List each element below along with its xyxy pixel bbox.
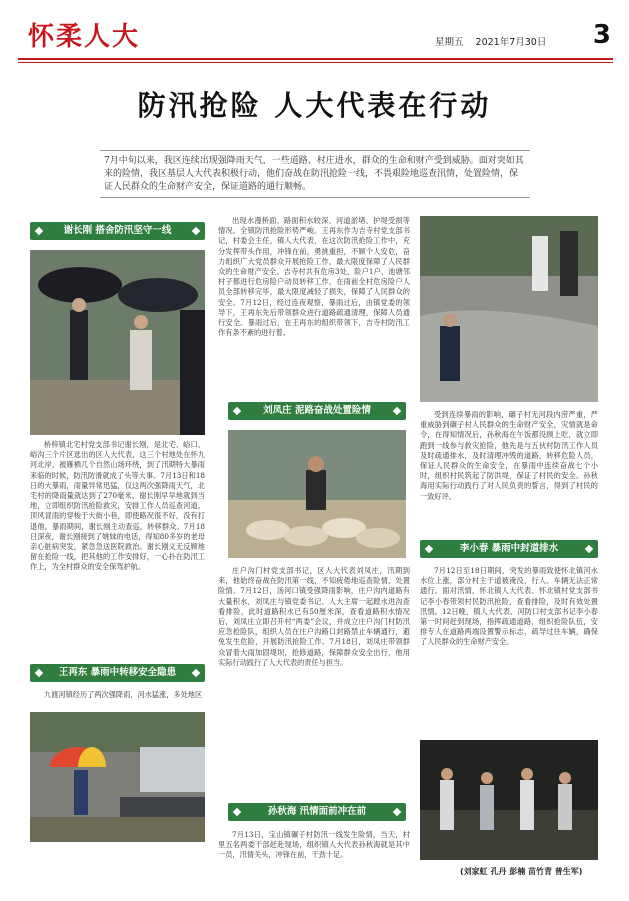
- article-xie-body: [30, 440, 205, 650]
- article-wang-text: 出现水漫桥面、路面积水较深、河道淤堵、护堤受损等情况。全镇防汛抢险形势严峻。王再东作为吉寺村党支部书记，村委会主任，镇人大代表，在这次防汛抢险工作中，充分发挥带头作用，冲锋在前，勇挑重担，不顾个人安危，奋力组织广大党员群众开展抢险工作，最大限度保障了人民群众的生命财产安全。吉寺村共有危房3处、险户1户、池塘邻村子都进行危房险户动员转移工作，在雨前全村危房险户人员全部转移完毕，最大限度减轻了损失，保障了人民群众的安全。7月12日，经过连夜观察，暴雨过后，由镇党委的领导下，王再东先后带领群众进行道路疏通清理，保障人员通行安全。暴雨过后，在王再东的组织带领下，吉寺村防汛工作有条不紊的进行着。: [218, 216, 410, 338]
- article-li-text: 7月12日至18日期间，突发的暴雨致使怀北镇河水水位上涨，部分村主干道被淹没，行人、车辆无法正常通行。面对汛情，怀北镇人大代表、怀北镇村党支部书记李小春带领村民防汛抢险，查看排险，及时有效处置汛情。12日晚，镇人大代表、河防口村支部书记李小春第一时间赶到现场，指挥疏通道路，组织抢险队伍，安排专人在道路两端设置警示标志，疏导过往车辆，确保了人民群众的生命财产安全。: [420, 566, 598, 647]
- date: 2021年7月30日: [475, 37, 547, 48]
- article-sun-intro-text: 7月13日，宝山镇碾子村防汛一线发生险情，当天，村里五名两委干部赶赴现场，组织镇人大代表孙秋海就是其中一员，汛情关头，冲锋在前，干劲十足。: [218, 830, 410, 860]
- photo-flood-road: [420, 216, 598, 402]
- photo-credit: (刘家虹 孔丹 彭楠 苗竹青 普生军): [460, 867, 583, 876]
- weekday: 星期五: [435, 37, 464, 48]
- article-sun-body: [420, 410, 598, 535]
- photo-scene-sandbags: [228, 430, 406, 558]
- masthead-rule: [18, 58, 613, 60]
- masthead-rule-thin: [18, 62, 613, 63]
- article-li-body: [420, 566, 598, 736]
- article-liu-text: 庄户沟门村党支部书记，区人大代表刘凤庄，汛期到来，他始终奋战在防汛第一线，不知疲倦地巡查险情、处置险情。7月12日，汤河口镇受强降雨影响，庄户沟内道路有大量积水，刘凤庄与镇党委书记、人大主席一起蹚水进沟查看排险，此时道路积水已有50厘米深，查看道路积水情况后，刘凤庄立即召开村“两委”会议，并成立庄户沟门村防汛应急抢险队，组织人员在庄户沟路口封路禁止车辆通行，避免发生危险，开展防汛抢险工作。7月18日，刘凤庄带领群众冒着大雨加固堤坝，抢修道路，保障群众安全出行，他用实际行动践行了人大代表的责任与担当。: [218, 566, 410, 667]
- photo-liu-fengzhuang: [228, 430, 406, 558]
- issue-date: [435, 34, 555, 48]
- photo-scene-flooded-road: [420, 216, 598, 402]
- page-headline: 防汛抢险 人大代表在行动: [137, 89, 492, 122]
- section-header-sun: 孙秋海 汛情面前冲在前: [228, 803, 406, 821]
- section-header-wang: 王再东 暴雨中转移安全隐患: [30, 664, 205, 682]
- photo-li-xiaochun: [420, 740, 598, 860]
- article-wang-intro: [30, 690, 205, 712]
- article-liu-body: [218, 566, 410, 796]
- photo-wang-zaidong: [30, 712, 205, 842]
- article-wang-body: [218, 216, 410, 392]
- photo-scene-rain-umbrella: [30, 250, 205, 435]
- section-header-liu: 刘凤庄 泥路奋战处置险情: [228, 402, 406, 420]
- article-wang-intro-text: 九渡河镇经历了两次强降雨，河水猛涨，多处地区: [44, 690, 203, 699]
- photo-xie-changgang: [30, 250, 205, 435]
- article-xie-text: 桥梓镇北宅村党支部书记谢长刚，是北宅、峪口、峪沟三个片区选出的区人大代表，这三个村地处在怀九河北岸，被雁栖几个自然山场环绕，到了汛期特大暴雨来临的时候，防汛防滑就成了头等大事。7月13日和18日的大暴雨，雨量异常迅猛，仅这两次强降雨天气，北宅村的降雨量就达到了270毫米，谢长刚早早地就到当地，立即组织防汛抢险救灾，安排工作人员巡查河道，顶风冒雨的穿梭于大街小巷，即使路况很不好，没有打退他。暴雨期间，谢长刚主动查巡，转移群众。7月18日深夜，谢长刚接到了姚妹的电话，得知80多岁的老母亲心脏病突发，紧急急送医院救治。谢长刚义无反顾地留在抢险一线，把其他的工作安排好，一心扑在防汛工作上，为全村群众的安全保驾护航。: [30, 440, 205, 572]
- newspaper-logo: 怀柔人大: [28, 22, 141, 52]
- photo-scene-night-rescue: [420, 740, 598, 860]
- article-sun-intro: [218, 830, 410, 870]
- section-header-xie: 谢长刚 搭舍防汛坚守一线: [30, 222, 205, 240]
- page-number: 3: [592, 20, 611, 50]
- section-header-li: 李小春 暴雨中封道排水: [420, 540, 598, 558]
- masthead: [18, 14, 613, 58]
- article-sun-text: 受到连续暴雨的影响，碾子村无河段内涝严重，严重威胁到碾子村人民群众的生命财产安全，灾情就是命令，在得知情况后，孙秋海在午饭都没顾上吃，就立即跑到一线参与救灾抢险，他先是与五伙村防汛工作人员及时疏通排水，及时清理冲毁的道路，转移危险人员，保证人民群众的生命安全，在暴雨中连续奋战七个小时，组织村民筑起了防洪堤，保证了村民的安全。孙秋海用实际行动践行了对人民负责的誓言，得到了村民的一致好评。: [420, 410, 598, 501]
- photo-scene-flooded-street: [30, 712, 205, 842]
- lede-paragraph: 7月中旬以来，我区连续出现强降雨天气，一些道路、村庄进水，群众的生命和财产受到威胁。面对突如其来的险情，我区基层人大代表积极行动，他们奋战在防汛抢险一线，不畏艰险地巡查汛情，处置险情，保证人民群众的生命财产安全，保证道路的通行顺畅。: [100, 150, 530, 198]
